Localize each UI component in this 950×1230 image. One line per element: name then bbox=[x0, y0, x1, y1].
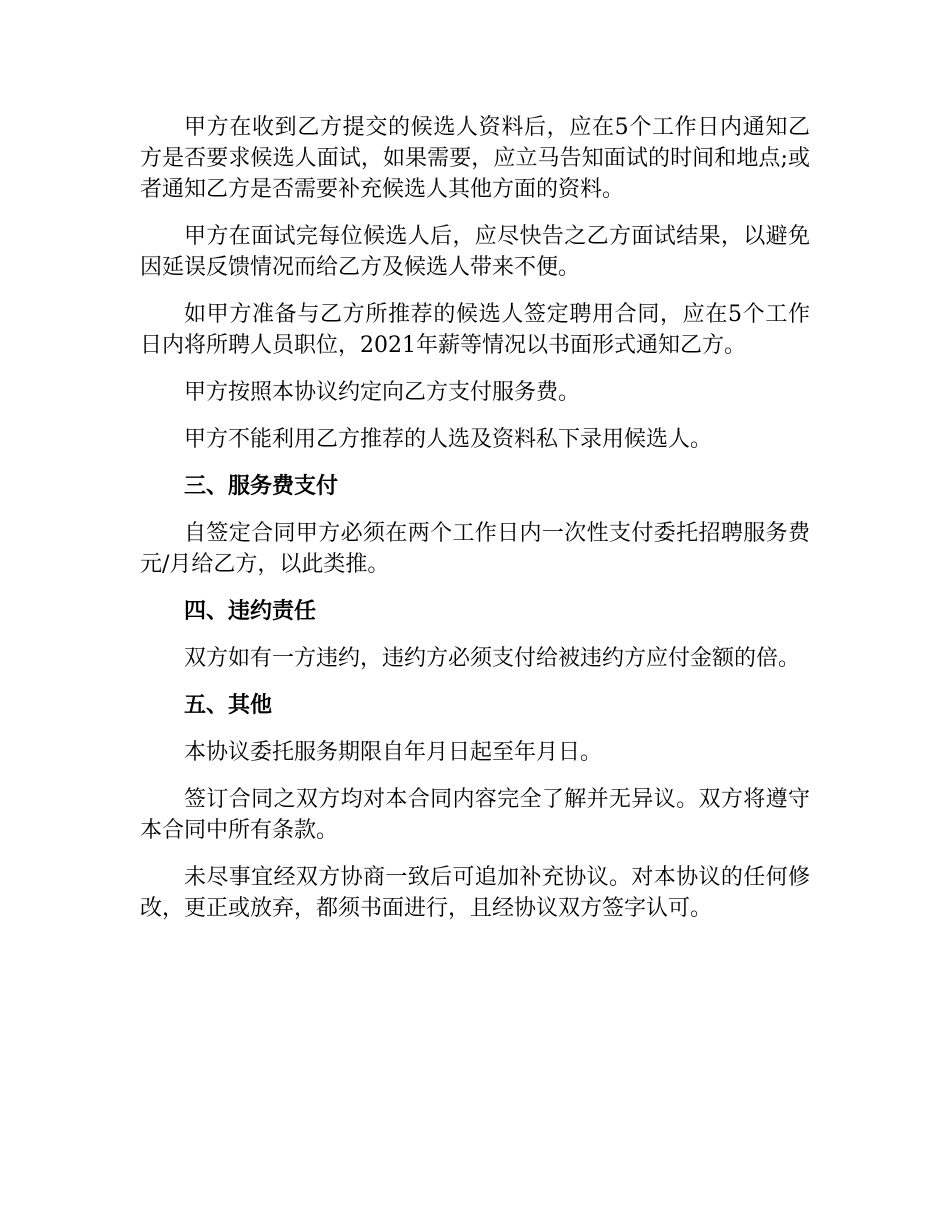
paragraph-supplementary: 未尽事宜经双方协商一致后可追加补充协议。对本协议的任何修改，更正或放弃，都须书面进行，且经协议双方签字认可。 bbox=[140, 865, 810, 921]
paragraph-interview-results: 甲方在面试完每位候选人后，应尽快告之乙方面试结果，以避免因延误反馈情况而给乙方及候选人带来不便。 bbox=[140, 224, 810, 280]
paragraph-service-term: 本协议委托服务期限自年月日起至年月日。 bbox=[184, 740, 603, 765]
paragraph-fee-payment: 自签定合同甲方必须在两个工作日内一次性支付委托招聘服务费元/月给乙方，以此类推。 bbox=[140, 521, 810, 577]
paragraph-liability: 双方如有一方违约，违约方必须支付给被违约方应付金额的倍。 bbox=[184, 646, 801, 671]
paragraph-employment-contract: 如甲方准备与乙方所推荐的候选人签定聘用合同，应在5个工作日内将所聘人员职位，2021年薪等情况以书面形式通知乙方。 bbox=[140, 302, 810, 358]
paragraph-agreement: 签订合同之双方均对本合同内容完全了解并无异议。双方将遵守本合同中所有条款。 bbox=[140, 787, 810, 843]
paragraph-candidate-materials: 甲方在收到乙方提交的候选人资料后，应在5个工作日内通知乙方是否要求候选人面试，如果需要，应立马告知面试的时间和地点;或者通知乙方是否需要补充候选人其他方面的资料。 bbox=[140, 115, 810, 202]
document-page bbox=[140, 112, 810, 940]
section-heading-other: 五、其他 bbox=[184, 693, 273, 718]
paragraph-service-fee: 甲方按照本协议约定向乙方支付服务费。 bbox=[184, 380, 581, 405]
section-heading-liability: 四、违约责任 bbox=[184, 599, 317, 624]
paragraph-private-hiring: 甲方不能利用乙方推荐的人选及资料私下录用候选人。 bbox=[184, 427, 713, 452]
section-heading-fee-payment: 三、服务费支付 bbox=[184, 474, 339, 499]
